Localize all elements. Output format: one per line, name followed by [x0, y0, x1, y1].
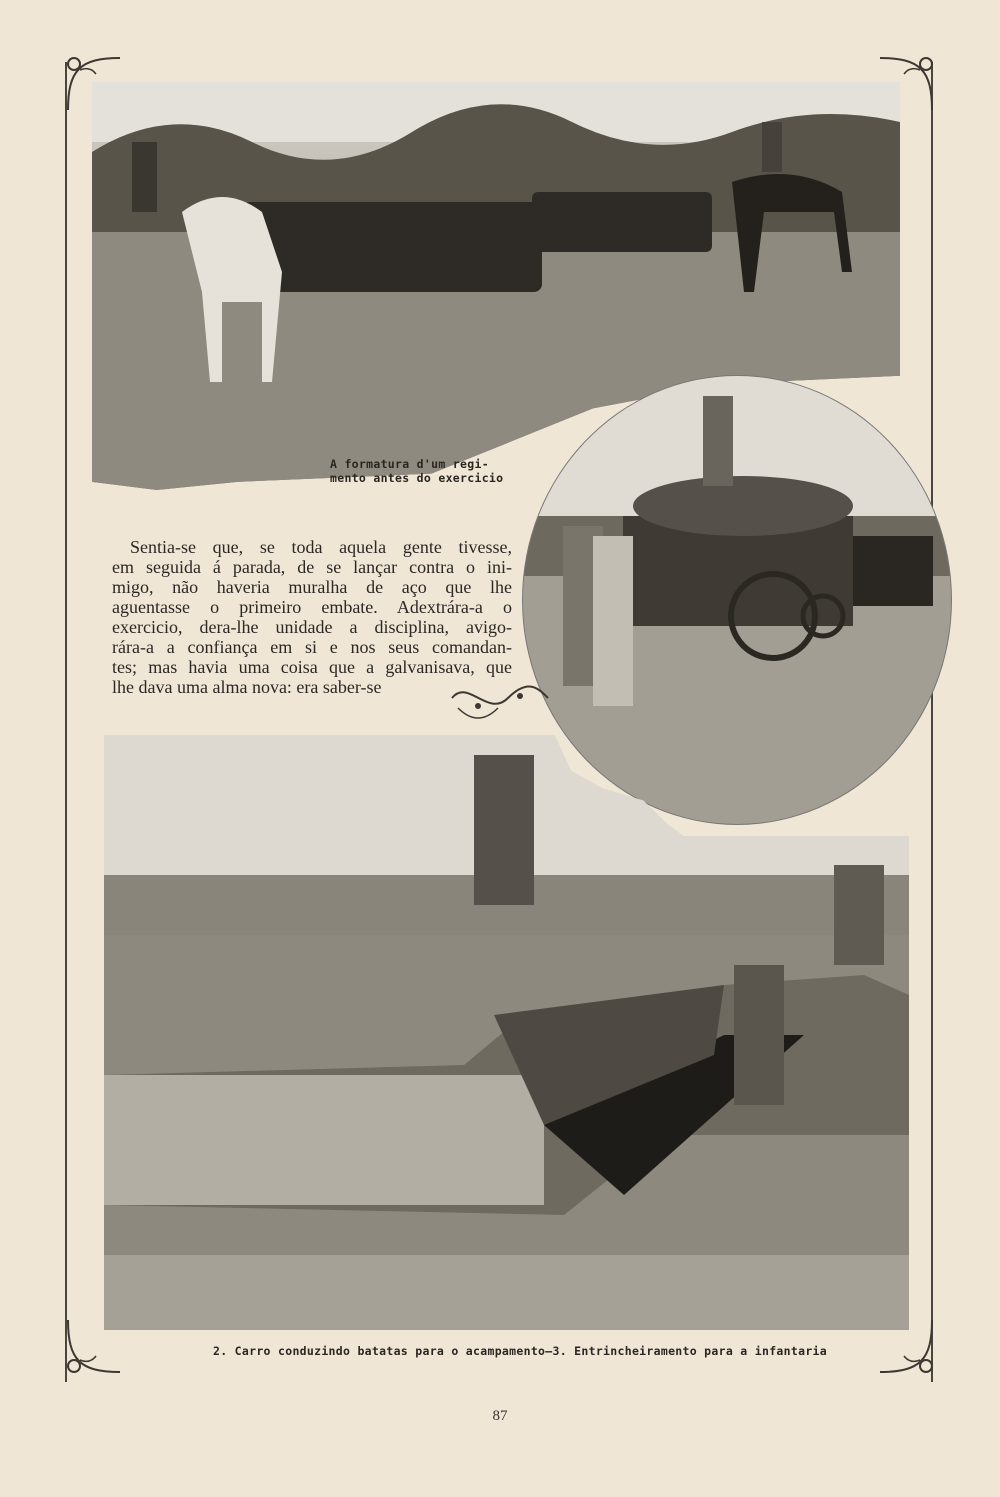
body-line: em seguida á parada, de se lançar contra o ini-: [112, 557, 512, 577]
body-line: rára-a a confiança em si e nos seus comandan-: [112, 637, 512, 657]
body-line: tes; mas havia uma coisa que a galvanisava, que: [112, 657, 512, 677]
caption-line: A formatura d'um regi-: [330, 457, 489, 471]
caption-cart-and-trench: 2. Carro conduzindo batatas para o acampamento—3. Entrincheiramento para a infantaria: [212, 1344, 827, 1358]
caption-regiment-formation: [330, 457, 520, 485]
page-number: 87: [492, 1408, 508, 1424]
body-line: migo, não haveria muralha de aço que lhe: [112, 577, 512, 597]
body-line: lhe dava uma alma nova: era saber-se: [112, 677, 382, 697]
body-line: Sentia-se que, se toda aquela gente tivesse,: [130, 537, 512, 557]
photo-potato-cart: [522, 375, 952, 825]
body-line: exercicio, dera-lhe unidade a disciplina, avigo-: [112, 617, 512, 637]
flourish-ornament: [448, 668, 552, 728]
caption-line: mento antes do exercicio: [330, 471, 504, 485]
body-line: aguentasse o primeiro embate. Adextrára-a o: [112, 597, 512, 617]
